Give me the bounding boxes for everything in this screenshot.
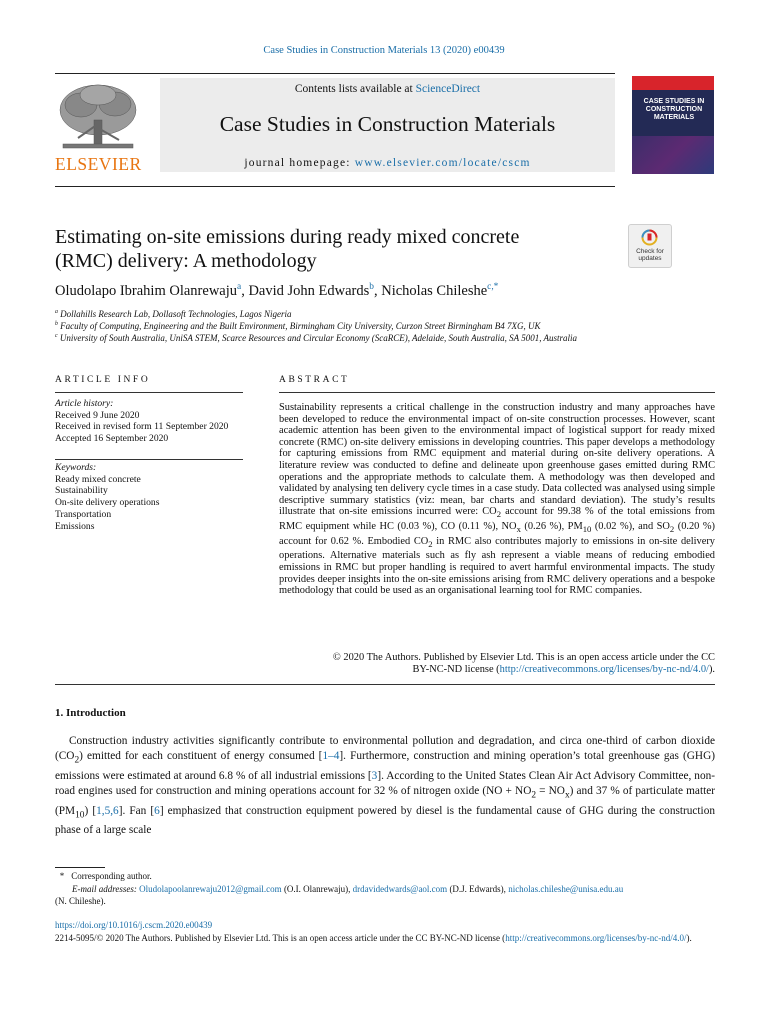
front-matter-end-rule [55, 684, 715, 685]
license-suffix: ). [686, 933, 692, 943]
keywords-heading: Keywords: [55, 462, 97, 473]
homepage-line [160, 157, 615, 169]
introduction-heading: 1. Introduction [55, 707, 126, 719]
article-history-heading: Article history: [55, 398, 114, 409]
license-link[interactable]: http://creativecommons.org/licenses/by-nc-nd/4.0/ [505, 933, 687, 943]
check-for-updates-badge[interactable] [628, 224, 672, 268]
copyright-line-2 [279, 664, 715, 676]
contents-line [160, 83, 615, 95]
text-segment: ) emitted for each constituent of energy consumed [ [79, 750, 323, 763]
subscript: 2 [428, 538, 433, 549]
subscript: x [564, 790, 570, 801]
footnote-corresponding: Corresponding author. [71, 871, 152, 881]
author-name: Nicholas Chileshe [381, 283, 488, 299]
subscript: 2 [669, 524, 675, 535]
introduction-paragraph [55, 734, 715, 839]
abstract-heading: ABSTRACT [279, 375, 350, 385]
cover-artwork [632, 136, 714, 174]
license-statement [55, 932, 715, 945]
email-owner: (D.J. Edwards), [447, 883, 509, 894]
article-info-rule [55, 392, 243, 393]
crossmark-icon [641, 229, 658, 246]
subscript: 10 [75, 809, 85, 820]
subscript: 2 [74, 755, 80, 766]
citation-link[interactable]: 6 [154, 804, 160, 817]
affiliation-text: Faculty of Computing, Engineering and the Built Environment, Birmingham City University, Curzon Street Birmingham B4 7XG, UK [60, 321, 541, 331]
elsevier-wordmark: ELSEVIER [55, 154, 142, 174]
affiliation-mark: b [55, 321, 58, 327]
abstract-segment: in RMC also contributes majorly to emissions in on-site delivery operations. Alternative materials such as fly ash represent a viable means of reducing embodied emissions in RMC but proper handling is required to avert harmful environmental impacts. The study provides deeper insights into the on-site emissions arising from RMC delivery operations and a bespoke methodology that could be used as an organisational learning tool for RMC companies. [279, 535, 715, 597]
journal-title: Case Studies in Construction Materials [219, 112, 556, 136]
email-link[interactable]: nicholas.chileshe@unisa.edu.au [508, 883, 624, 894]
text-segment: ) [ [84, 804, 97, 817]
history-item: Received 9 June 2020 [55, 409, 140, 421]
author-affiliation-mark[interactable]: c,* [487, 282, 499, 293]
header-rule-top [55, 73, 615, 74]
citation-link[interactable]: 1,5,6 [96, 804, 119, 817]
article-title-line-2: (RMC) delivery: A methodology [55, 250, 317, 272]
keyword: Emissions [55, 520, 95, 532]
text-segment: ]. According to the United States Clean Air Act Advisory Committee, non-road engines used for construction and mining operations account for 32 % of nitrogen oxide (NO + NO [55, 769, 715, 798]
doi-link[interactable]: https://doi.org/10.1016/j.cscm.2020.e00439 [55, 920, 213, 930]
footnote-line-1 [55, 870, 715, 883]
cover-top-stripe [632, 76, 714, 90]
author-name: David John Edwards [248, 283, 370, 299]
license-link[interactable]: http://creativecommons.org/licenses/by-nc-nd/4.0/ [499, 663, 709, 675]
keyword: Transportation [55, 508, 112, 520]
footnote-line-3: (N. Chileshe). [55, 896, 106, 906]
article-history [55, 398, 255, 445]
affiliation-text: University of South Australia, UniSA STEM, Scarce Resources and Circular Economy (ScaRCE), Adelaide, South Australia, SA 5001, Australia [59, 333, 578, 343]
header-rule-bottom [55, 186, 615, 187]
abstract-rule [279, 392, 715, 393]
email-link[interactable]: drdavidedwards@aol.com [352, 883, 448, 894]
keywords [55, 462, 255, 532]
keyword: Ready mixed concrete [55, 473, 141, 485]
homepage-link[interactable]: www.elsevier.com/locate/cscm [354, 157, 531, 169]
affiliation-a [55, 309, 715, 319]
subscript: x [516, 524, 521, 535]
subscript: 2 [531, 790, 537, 801]
abstract-segment: (0.20 %) account for 0.62 %. Embodied CO [279, 521, 715, 547]
affiliation-mark: a [55, 309, 58, 315]
copyright-prefix: BY-NC-ND license ( [412, 663, 500, 675]
article-title-line-1: Estimating on-site emissions during ready mixed concrete [55, 226, 520, 248]
citation-link[interactable]: 1–4 [322, 750, 340, 763]
footnote-star: * [59, 871, 65, 881]
text-segment: ]. Furthermore, construction and mining operation’s total greenhouse gas (GHG) emissions were estimated at around 6.8 % of all industrial emissions [ [55, 750, 715, 782]
copyright-line-1: © 2020 The Authors. Published by Elsevier Ltd. This is an open access article under the CC [332, 652, 715, 663]
history-item: Received in revised form 11 September 2020 [55, 421, 229, 433]
author-affiliation-mark[interactable]: a [237, 282, 242, 293]
author-separator: , [241, 283, 249, 299]
abstract-copyright [279, 652, 715, 675]
crossmark-label: Check for updates [636, 248, 664, 262]
author-list [55, 283, 715, 300]
abstract-segment: account for 99.38 % of the total emissions from RMC equipment while HC (0.03 %), CO (0.11 %), NO [279, 506, 716, 533]
author-affiliation-mark[interactable]: b [369, 282, 374, 293]
text-segment: ) and 37 % of particulate matter (PM [55, 785, 716, 817]
abstract-segment: (0.26 %), PM [520, 521, 583, 533]
text-segment: = NO [536, 785, 565, 798]
journal-cover-image[interactable] [632, 76, 714, 174]
copyright-suffix: ). [708, 663, 715, 675]
abstract-segment: (0.02 %), and SO [591, 521, 670, 533]
history-item: Accepted 16 September 2020 [55, 433, 169, 445]
affiliation-text: Dollahills Research Lab, Dollasoft Technologies, Lagos Nigeria [60, 309, 292, 319]
citation-link[interactable]: 3 [371, 769, 378, 782]
footnote-line-2 [55, 883, 715, 896]
affiliation-mark: c [55, 333, 58, 339]
keyword: Sustainability [55, 485, 108, 497]
author-name: Oludolapo Ibrahim Olanrewaju [55, 283, 238, 299]
license-prefix: 2214-5095/© 2020 The Authors. Published by Elsevier Ltd. This is an open access article under the CC BY-NC-ND license ( [55, 933, 506, 943]
affiliation-c [55, 333, 715, 343]
email-link[interactable]: Oludolapoolanrewaju2012@gmail.com [139, 883, 282, 894]
homepage-prefix: journal homepage: [244, 157, 355, 169]
text-segment: Construction industry activities significantly contribute to environmental pollution and degradation, and circa one-third of carbon dioxide (CO [55, 735, 715, 763]
keywords-rule [55, 459, 243, 460]
author-separator: , [373, 283, 382, 299]
email-label: E-mail addresses: [72, 883, 140, 894]
journal-citation[interactable]: Case Studies in Construction Materials 13 (2020) e00439 [263, 45, 505, 56]
affiliation-b [55, 321, 715, 331]
text-segment: ] emphasized that construction equipment powered by diesel is the fundamental cause of GHG during the construction phase of a large scale [55, 804, 715, 837]
article-title [55, 225, 615, 273]
corresponding-author-footnote [55, 870, 715, 908]
subscript: 2 [496, 509, 502, 520]
abstract-segment: Sustainability represents a critical challenge in the construction industry and many approaches have been developed to reduce the environmental impact of on-site construction processes. However, scant academic attention has been given to the environmental impact of logistical support for ready mixed concrete (RMC) on-site delivery emissions in developing countries. This paper develops a methodology for capturing emissions from RMC equipment and material during on-site delivery operations. A literature review was conducted to define and delineate upon greenhouse gases emitted during RMC operations and the appropriate methods to calculate them. A methodology was then developed and validated by analysing ten delivery cycle times in a case study. Data collected was analysed using simple descriptive summary statistics (viz: mean, bar charts and standard deviation). The study’s results illustrate that on-site emissions incurred were: CO [279, 402, 715, 518]
contents-prefix: Contents lists available at [294, 83, 416, 95]
sciencedirect-link[interactable]: ScienceDirect [415, 83, 481, 95]
subscript: 10 [582, 524, 592, 535]
keyword: On-site delivery operations [55, 497, 160, 509]
text-segment: ]. Fan [ [118, 804, 155, 817]
footnote-rule [55, 867, 105, 868]
email-owner: (O.I. Olanrewaju), [281, 883, 353, 894]
cover-title: CASE STUDIES IN CONSTRUCTION MATERIALS [643, 98, 705, 121]
article-info-heading: ARTICLE INFO [55, 375, 151, 385]
abstract-text [279, 402, 715, 597]
